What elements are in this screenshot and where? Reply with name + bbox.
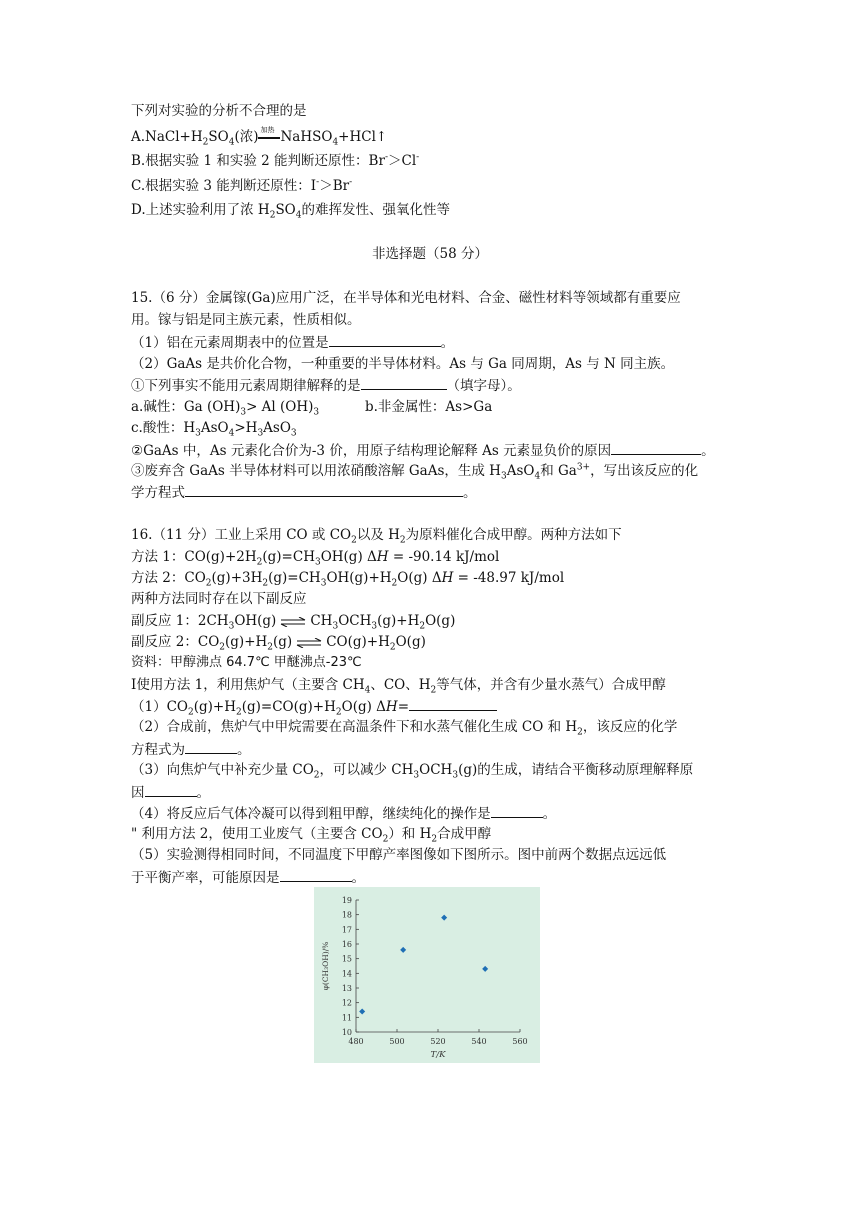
- q14-stem: 下列对实验的分析不合理的是: [131, 103, 307, 119]
- answer-blank[interactable]: [491, 804, 543, 818]
- q14-option-d: D.上述实验利用了浓 $H_2SO_4$的难挥发性、强氧化性等: [131, 202, 450, 221]
- y-tick-label: 13: [341, 984, 352, 993]
- chart-svg: [314, 887, 540, 1063]
- q14-option-a: $A.NaCl+H_2SO_4$(浓) 加热 NaHSO$_4$+HCl↑: [131, 126, 388, 148]
- answer-blank[interactable]: [409, 697, 497, 711]
- q16-q3-cont: 因 。: [131, 785, 210, 801]
- q16-part1-intro: Ⅰ使用方法 1，利用焦炉气（主要含 $CH_4$、CO、$H_2$等气体，并含有少量水蒸气）合成甲醇: [131, 677, 666, 696]
- y-tick-label: 19: [341, 896, 352, 905]
- q16-stem: 16.（11 分）工业上采用 CO 或 $CO_2$以及 $H_2$为原料催化合成甲醇。两种方法如下: [131, 527, 622, 546]
- x-tick-label: 520: [430, 1037, 446, 1046]
- y-tick-label: 11: [341, 1013, 352, 1023]
- q15-part2: （2）GaAs 是共价化合物，一种重要的半导体材料。As 与 Ga 同周期，As 与 N 同主族。: [131, 356, 675, 372]
- q15-stem-line2: 用。镓与铝是同主族元素，性质相似。: [131, 312, 361, 328]
- q16-q2-cont: 方程式为 。: [131, 742, 251, 758]
- q14-option-c: C.根据实验 3 能判断还原性：I-＞Br-: [131, 177, 353, 194]
- q15-part2-3-cont: 学方程式 。: [131, 485, 477, 501]
- answer-blank[interactable]: [145, 783, 197, 797]
- equilibrium-arrow-icon: [280, 617, 306, 627]
- q16-q3: （3）向焦炉气中补充少量 $CO_2$，可以减少 $CH_3OCH_3(g)$的生成，请结合平衡移动原理解释原: [131, 762, 694, 781]
- answer-blank[interactable]: [361, 376, 447, 390]
- x-axis-label: T/K: [430, 1050, 446, 1060]
- x-tick-label: 540: [471, 1037, 487, 1046]
- q16-q2: （2）合成前，焦炉气中甲烷需要在高温条件下和水蒸气催化生成 CO 和 $H_2$，该反应的化学: [131, 719, 678, 738]
- q16-q5-cont: 于平衡产率，可能原因是 。: [131, 870, 365, 886]
- q16-info: 资料：甲醇沸点 64.7℃ 甲醚沸点-23℃: [131, 655, 362, 670]
- q16-method2: 方法 2：$CO_2(g)+3H_2(g)=CH_3OH(g)+H_2O(g) \Delta H = -48.97$ kJ/mol: [131, 570, 565, 589]
- q15-part1: （1）铝在元素周期表中的位置是 。: [131, 335, 455, 351]
- y-tick-label: 18: [341, 910, 352, 920]
- q16-method1: 方法 1：$CO(g)+2H_2(g)=CH_3OH(g) \Delta H = -90.14$ kJ/mol: [131, 549, 500, 568]
- q16-q4: （4）将反应后气体冷凝可以得到粗甲醇，继续纯化的操作是 。: [131, 806, 557, 822]
- equilibrium-arrow-icon: [296, 638, 322, 648]
- q16-q5: （5）实验测得相同时间，不同温度下甲醇产率图像如下图所示。图中前两个数据点远远低: [131, 847, 667, 863]
- q16-q1: $(1)CO_2(g)+H_2(g)=CO(g)+H_2O(g)$ ΔH=: [131, 697, 497, 716]
- q15-stem-line1: 15.（6 分）金属镓(Ga)应用广泛，在半导体和光电材料、合金、磁性材料等领域都有重要应: [131, 290, 681, 306]
- x-tick-label: 480: [348, 1037, 364, 1046]
- q14-option-b: B.根据实验 1 和实验 2 能判断还原性：Br-＞Cl-: [131, 152, 420, 169]
- answer-blank[interactable]: [185, 483, 463, 497]
- answer-blank[interactable]: [185, 740, 237, 754]
- data-point: [400, 947, 406, 953]
- y-tick-label: 10: [341, 1028, 352, 1037]
- data-point: [441, 915, 447, 921]
- y-tick-label: 14: [341, 969, 352, 979]
- data-point: [482, 966, 488, 972]
- q15-option-c: c.酸性：$H_3AsO_4>H_3AsO_3$: [131, 420, 297, 439]
- heating-condition-mark: 加热: [258, 127, 280, 141]
- q15-part2-2: ②GaAs 中，As 元素化合价为-3 价，用原子结构理论解释 As 元素显负价的原因 。: [131, 443, 715, 459]
- q15-option-b: b.非金属性：As>Ga: [365, 399, 493, 415]
- answer-blank[interactable]: [611, 441, 701, 455]
- q16-part2-intro: " 利用方法 2，使用工业废气（主要含 $CO_2$）和 $H_2$合成甲醇: [131, 826, 492, 845]
- x-tick-label: 500: [389, 1037, 405, 1046]
- x-tick-label: 560: [512, 1037, 528, 1046]
- answer-blank[interactable]: [280, 868, 352, 882]
- methanol-yield-chart: [314, 887, 540, 1063]
- y-tick-label: 12: [341, 998, 352, 1008]
- answer-blank[interactable]: [329, 333, 441, 347]
- y-tick-label: 16: [341, 940, 352, 949]
- q15-part2-1: ①下列事实不能用元素周期律解释的是 （填字母）。: [131, 378, 521, 394]
- q16-side-reaction-2: 副反应 2：$CO_2(g)+H_2(g)$ $CO(g)+H_2O(g)$: [131, 634, 426, 653]
- y-tick-label: 17: [341, 925, 352, 935]
- q16-side-reaction-1: 副反应 1：$2CH_3OH(g)$ $CH_3OCH_3(g)+H_2O(g)$: [131, 613, 456, 632]
- q16-coexist: 两种方法同时存在以下副反应: [131, 591, 307, 607]
- section-title: 非选择题（58 分）: [372, 246, 488, 262]
- q15-option-a: a.碱性：Ga $(OH)_3> Al$ $(OH)_3$: [131, 399, 320, 418]
- y-tick-label: 15: [341, 954, 352, 964]
- q15-part2-3: ③废弃含 GaAs 半导体材料可以用浓硝酸溶解 GaAs，生成 $H_3AsO_4$和 $Ga^{3+}$，写出该反应的化: [131, 462, 699, 482]
- data-point: [359, 1008, 365, 1014]
- y-axis-label: φ(CH₃OH)/%: [321, 941, 330, 991]
